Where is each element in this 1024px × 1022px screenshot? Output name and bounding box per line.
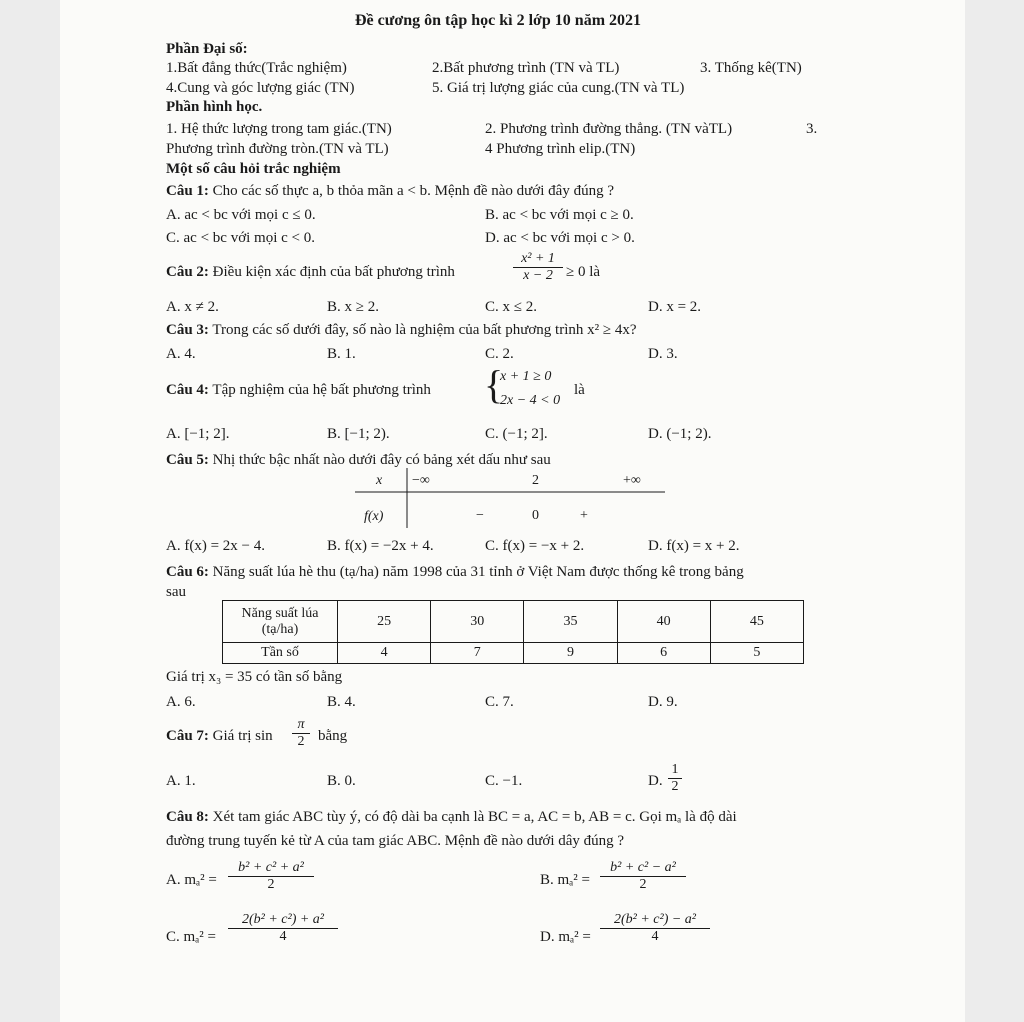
q5-stem	[166, 451, 551, 469]
q7-fraction	[292, 717, 310, 750]
q7-denominator: 2	[297, 734, 305, 749]
q7-option-c: C. −1.	[485, 773, 523, 789]
q3-option-d: D. 3.	[648, 346, 678, 362]
algebra-topic-4: 4.Cung và góc lượng giác (TN)	[166, 80, 355, 96]
q8-stem-cont: đường trung tuyến kẻ từ A của tam giác ABC. Mệnh đề nào dưới dây đúng ?	[166, 833, 625, 849]
q6-label: Câu 6:	[166, 564, 209, 580]
q8-option-a-denominator: 2	[267, 877, 275, 892]
q6-text: Năng suất lúa hè thu (tạ/ha) năm 1998 của 31 tỉnh ở Việt Nam được thống kê trong bảng	[212, 564, 744, 580]
q8-option-b-lhs: B. mₐ² =	[540, 872, 590, 888]
q2-denominator: x − 2	[523, 268, 553, 283]
q4-option-b: B. [−1; 2).	[327, 426, 390, 442]
q6-stem	[166, 563, 744, 581]
q4-option-d: D. (−1; 2).	[648, 426, 712, 442]
q7-option-d-fraction	[668, 762, 682, 795]
q7-stem	[166, 727, 273, 745]
q2-numerator: x² + 1	[513, 251, 563, 268]
q8-option-c-numerator: 2(b² + c²) + a²	[228, 912, 338, 929]
q5-option-a: A. f(x) = 2x − 4.	[166, 538, 265, 554]
q8-option-b-denominator: 2	[639, 877, 647, 892]
q1-option-c: C. ac < bc với mọi c < 0.	[166, 230, 315, 246]
q2-option-d: D. x = 2.	[648, 299, 702, 315]
q4-system-brace: {	[484, 362, 504, 407]
q5-label: Câu 5:	[166, 452, 209, 468]
left-margin	[0, 0, 60, 1022]
geometry-topic-4: 4 Phương trình elip.(TN)	[485, 141, 636, 157]
q8-option-d-denominator: 4	[651, 929, 659, 944]
q8-option-b-numerator: b² + c² − a²	[600, 860, 686, 877]
q7-tail: bằng	[318, 728, 348, 744]
q4-option-a: A. [−1; 2].	[166, 426, 230, 442]
geometry-heading: Phần hình học.	[166, 99, 263, 115]
q1-option-b: B. ac < bc với mọi c ≥ 0.	[485, 207, 634, 223]
q6-option-a: A. 6.	[166, 694, 196, 710]
q7-label: Câu 7:	[166, 728, 209, 744]
q4-label: Câu 4:	[166, 382, 209, 398]
sign-table-root: 2	[532, 473, 539, 488]
q8-option-d-lhs: D. mₐ² =	[540, 929, 591, 945]
q8-option-c-fraction	[228, 912, 338, 945]
q2-option-c: C. x ≤ 2.	[485, 299, 537, 315]
q7-numerator: π	[292, 717, 310, 734]
frequency-table-cell: 4	[338, 643, 431, 664]
sign-table-fx: f(x)	[364, 509, 384, 524]
sign-table-pos-inf: +∞	[623, 473, 641, 488]
q6-stem-cont: sau	[166, 584, 186, 600]
q7-option-d-numerator: 1	[668, 762, 682, 779]
algebra-topic-5: 5. Giá trị lượng giác của cung.(TN và TL)	[432, 80, 685, 96]
q3-option-c: C. 2.	[485, 346, 514, 362]
q7-text: Giá trị sin	[212, 728, 273, 744]
q5-option-b: B. f(x) = −2x + 4.	[327, 538, 434, 554]
q8-option-a-fraction	[228, 860, 314, 893]
q8-option-c-lhs: C. mₐ² =	[166, 929, 216, 945]
geometry-topic-1: 1. Hệ thức lượng trong tam giác.(TN)	[166, 121, 392, 137]
q8-stem	[166, 808, 737, 826]
q8-option-a-lhs: A. mₐ² =	[166, 872, 217, 888]
right-margin	[965, 0, 1024, 1022]
algebra-heading: Phần Đại số:	[166, 41, 248, 57]
frequency-table-head-frequency: Tần số	[223, 643, 338, 664]
q2-option-a: A. x ≠ 2.	[166, 299, 219, 315]
frequency-table-cell: 7	[431, 643, 524, 664]
q1-stem	[166, 182, 614, 200]
frequency-table-head-yield: Năng suất lúa (tạ/ha)	[223, 601, 338, 643]
page-title: Đề cương ôn tập học kì 2 lớp 10 năm 2021	[355, 12, 642, 29]
geometry-topic-3: 3.	[806, 121, 818, 137]
q3-option-a: A. 4.	[166, 346, 196, 362]
frequency-table-cell: 35	[524, 601, 617, 643]
q7-option-d: D.	[648, 773, 663, 789]
q2-text: Điều kiện xác định của bất phương trình	[212, 264, 455, 280]
q8-option-a-numerator: b² + c² + a²	[228, 860, 314, 877]
geometry-topic-3-cont: Phương trình đường tròn.(TN và TL)	[166, 141, 389, 157]
q5-text: Nhị thức bậc nhất nào dưới đây có bảng xét dấu như sau	[212, 452, 551, 468]
frequency-table-cell: 5	[710, 643, 803, 664]
q1-option-a: A. ac < bc với mọi c ≤ 0.	[166, 207, 316, 223]
sign-table-sign-right: +	[580, 508, 588, 523]
q8-text: Xét tam giác ABC tùy ý, có độ dài ba cạnh là BC = a, AC = b, AB = c. Gọi mₐ là độ dài	[212, 809, 737, 825]
frequency-table-cell: 25	[338, 601, 431, 643]
q4-tail: là	[574, 382, 585, 398]
frequency-table-cell: 9	[524, 643, 617, 664]
q3-label: Câu 3:	[166, 322, 209, 338]
q5-option-c: C. f(x) = −x + 2.	[485, 538, 585, 554]
frequency-table	[222, 600, 804, 664]
q4-system-line-1: x + 1 ≥ 0	[500, 369, 552, 384]
q3-option-b: B. 1.	[327, 346, 356, 362]
frequency-table-cell: 45	[710, 601, 803, 643]
q1-text: Cho các số thực a, b thỏa mãn a < b. Mệnh đề nào dưới đây đúng ?	[212, 183, 614, 199]
q4-option-c: C. (−1; 2].	[485, 426, 548, 442]
q8-option-b-fraction	[600, 860, 686, 893]
q5-option-d: D. f(x) = x + 2.	[648, 538, 740, 554]
q2-option-b: B. x ≥ 2.	[327, 299, 379, 315]
sign-table-sign-left: −	[476, 508, 484, 523]
q8-label: Câu 8:	[166, 809, 209, 825]
algebra-topic-2: 2.Bất phương trình (TN và TL)	[432, 60, 620, 76]
algebra-topic-1: 1.Bất đẳng thức(Trắc nghiệm)	[166, 60, 347, 76]
q7-option-a: A. 1.	[166, 773, 196, 789]
q4-stem	[166, 381, 431, 399]
mc-heading: Một số câu hỏi trắc nghiệm	[166, 161, 341, 177]
q8-option-d-numerator: 2(b² + c²) − a²	[600, 912, 710, 929]
q3-stem	[166, 321, 637, 339]
q6-option-b: B. 4.	[327, 694, 356, 710]
frequency-table-cell: 40	[617, 601, 710, 643]
sign-table-neg-inf: −∞	[412, 473, 430, 488]
sign-table-x: x	[376, 473, 383, 488]
frequency-table-row-yield	[223, 601, 804, 643]
sign-table-zero: 0	[532, 508, 539, 523]
geometry-topic-2: 2. Phương trình đường thẳng. (TN vàTL)	[485, 121, 733, 137]
q1-label: Câu 1:	[166, 183, 209, 199]
q6-option-d: D. 9.	[648, 694, 678, 710]
q6-prompt: Giá trị x₃ = 35 có tần số bằng	[166, 669, 343, 685]
q6-option-c: C. 7.	[485, 694, 514, 710]
q2-stem	[166, 263, 455, 281]
q1-option-d: D. ac < bc với mọi c > 0.	[485, 230, 635, 246]
q4-system-line-2: 2x − 4 < 0	[500, 393, 561, 408]
q8-option-c-denominator: 4	[279, 929, 287, 944]
q2-fraction	[513, 251, 563, 284]
q3-text: Trong các số dưới đây, số nào là nghiệm của bất phương trình x² ≥ 4x?	[212, 322, 637, 338]
q4-text: Tập nghiệm của hệ bất phương trình	[212, 382, 431, 398]
q7-option-b: B. 0.	[327, 773, 356, 789]
q8-option-d-fraction	[600, 912, 710, 945]
frequency-table-row-frequency	[223, 643, 804, 664]
algebra-topic-3: 3. Thống kê(TN)	[700, 60, 802, 76]
q2-tail: ≥ 0 là	[566, 264, 601, 280]
frequency-table-cell: 6	[617, 643, 710, 664]
q2-label: Câu 2:	[166, 264, 209, 280]
frequency-table-cell: 30	[431, 601, 524, 643]
q7-option-d-denominator: 2	[671, 779, 679, 794]
